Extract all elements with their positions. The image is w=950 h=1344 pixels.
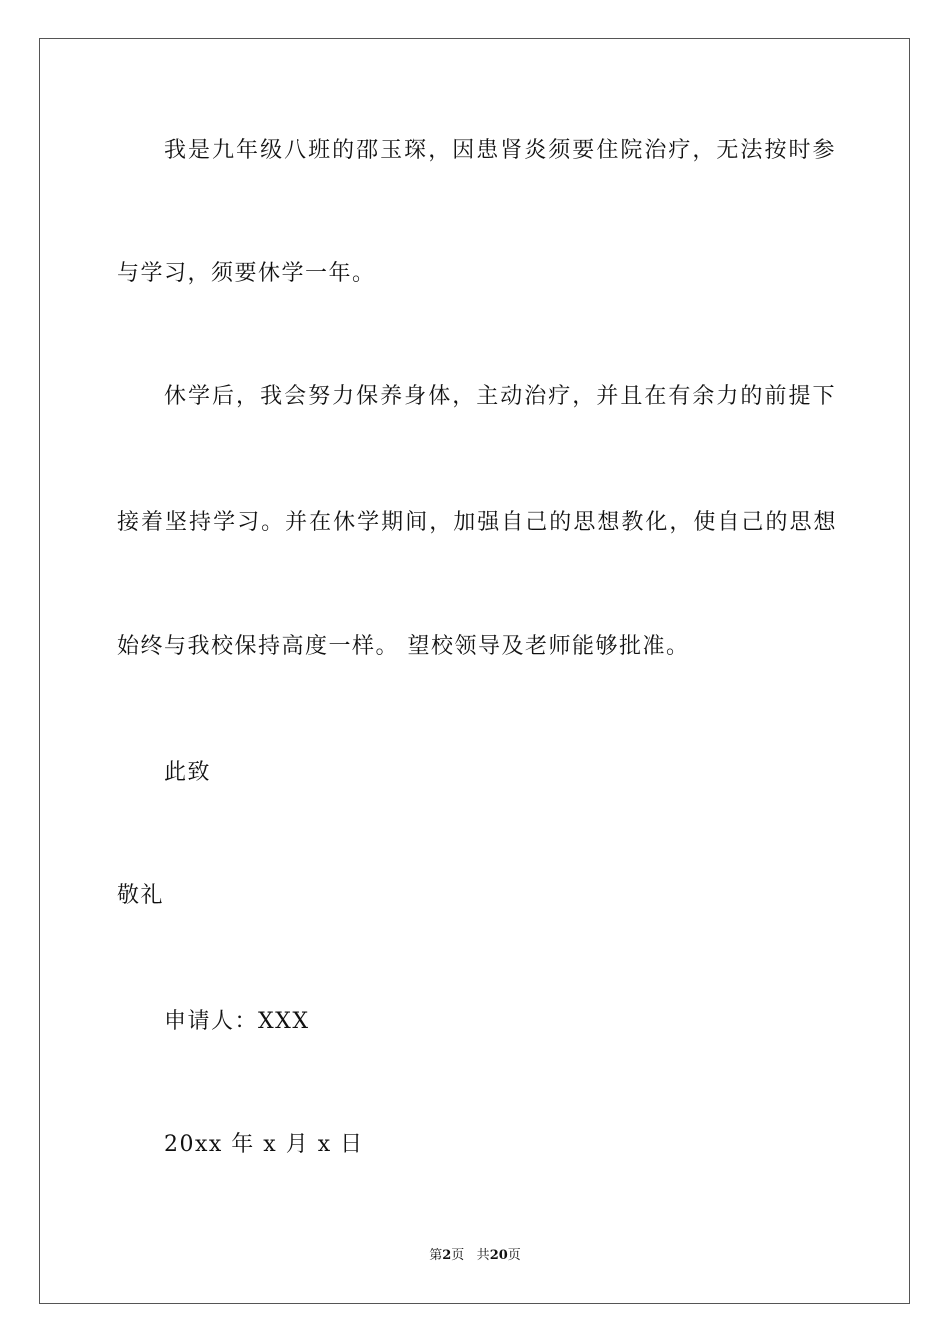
footer-total-pages: 20	[489, 1248, 508, 1263]
closing-text: 此致	[164, 760, 212, 785]
page-number-footer	[0, 1247, 950, 1265]
footer-total-prefix: 共	[476, 1248, 490, 1263]
paragraph-2-line-1: 休学后，我会努力保养身体，主动治疗，并且在有余力的前提下	[164, 384, 836, 409]
paragraph-2-line-3: 始终与我校保持高度一样。 望校领导及老师能够批准。	[117, 634, 690, 659]
page-frame	[39, 38, 910, 1304]
salutation-text: 敬礼	[117, 883, 165, 908]
application-date: 20xx 年 x 月 x 日	[164, 1132, 364, 1157]
paragraph-1-line-2: 与学习，须要休学一年。	[117, 261, 376, 286]
footer-page-suffix: 页	[451, 1248, 465, 1263]
paragraph-2-line-2: 接着坚持学习。并在休学期间，加强自己的思想教化，使自己的思想	[117, 510, 837, 535]
footer-current-page: 2	[442, 1248, 452, 1263]
applicant-signature: 申请人：XXX	[164, 1009, 310, 1034]
paragraph-1-line-1: 我是九年级八班的邵玉琛，因患肾炎须要住院治疗，无法按时参	[164, 138, 836, 163]
footer-page-prefix: 第	[429, 1248, 443, 1263]
footer-total-suffix: 页	[507, 1248, 521, 1263]
